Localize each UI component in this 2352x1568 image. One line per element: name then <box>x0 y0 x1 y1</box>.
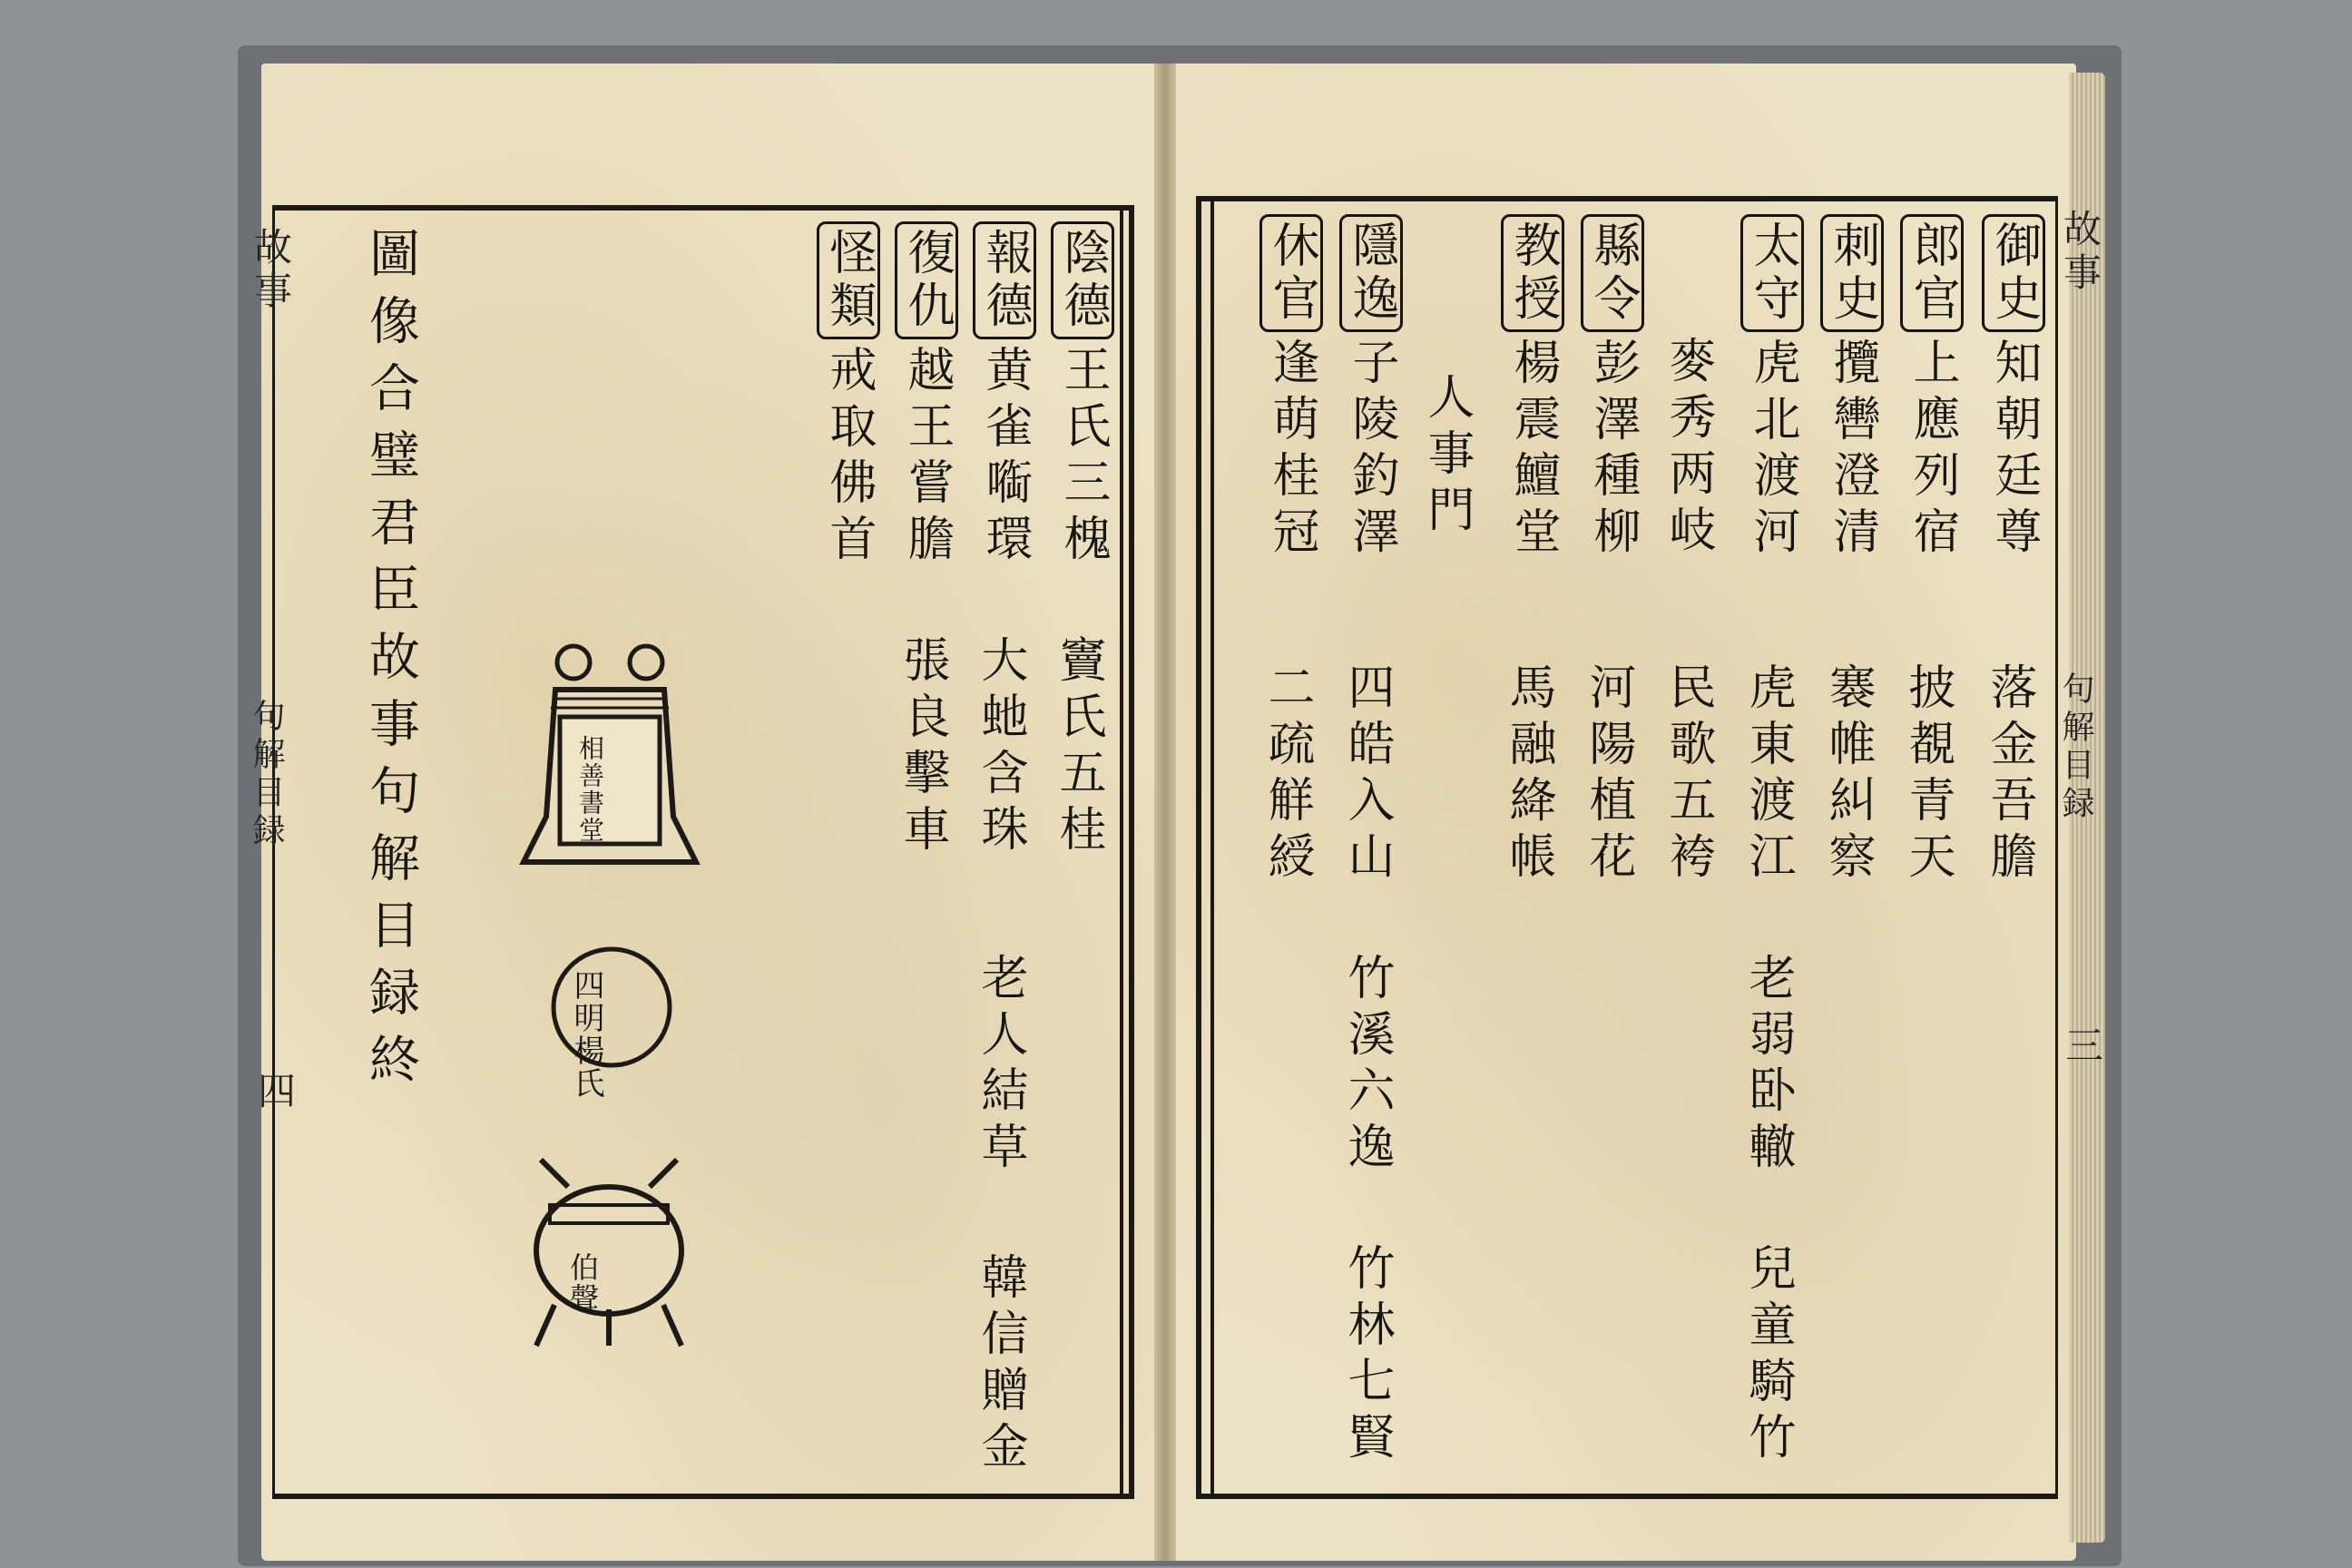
right-margin-title: 故事 <box>2058 209 2102 296</box>
section-heading: 人事門 <box>1419 372 1474 541</box>
right-folio-number: 三 <box>2060 1025 2104 1069</box>
left-margin-title: 故事 <box>249 227 293 314</box>
entry-xianling <box>1581 214 1644 563</box>
entry-langguan-2: 披覩青天 <box>1900 662 1955 887</box>
entry-label: 復仇 <box>895 221 958 339</box>
entry-item: 戒取佛首 <box>821 345 876 570</box>
bell-seal-text: 相善書堂 <box>575 735 605 844</box>
entry-guailei <box>817 221 880 570</box>
entry-baode-3: 老人結草 <box>973 953 1027 1178</box>
entry-yushi-2: 落金吾膽 <box>1982 662 2036 887</box>
left-page-title: 圖像合璧君臣故事句解目録終 <box>361 227 420 1100</box>
entry-baode-2: 大虵含珠 <box>973 635 1027 860</box>
entry-yinde-2: 竇氏五桂 <box>1051 635 1105 860</box>
entry-item: 逢萌桂冠 <box>1264 338 1318 563</box>
entry-label: 太守 <box>1740 214 1804 332</box>
entry-item: 王氏三槐 <box>1055 345 1110 570</box>
entry-yinyi-2: 四皓入山 <box>1339 662 1394 887</box>
entry-label: 怪類 <box>817 221 880 339</box>
entry-taishou-3: 老弱卧轍 <box>1740 953 1795 1178</box>
entry-label: 隱逸 <box>1339 214 1403 332</box>
entry-baode <box>973 221 1036 570</box>
entry-fuchou-2: 張良擊車 <box>895 635 949 860</box>
left-margin-subtitle: 句解目録 <box>248 699 285 851</box>
entry-yushi <box>1982 214 2045 563</box>
entry-yinyi <box>1339 214 1403 563</box>
entry-yinyi-3: 竹溪六逸 <box>1339 953 1394 1178</box>
entry-langguan <box>1900 214 1964 563</box>
entry-item: 上應列宿 <box>1905 338 1959 563</box>
entry-baode-4: 韓信贈金 <box>973 1252 1027 1477</box>
entry-item: 彭澤種柳 <box>1585 338 1640 563</box>
bell-seal <box>519 635 701 880</box>
entry-item: 楊震鱣堂 <box>1505 338 1560 563</box>
entry-xiuguan-2: 二疏觧綬 <box>1259 662 1314 887</box>
entry-item: 子陵釣澤 <box>1344 338 1398 563</box>
entry-fuchou <box>895 221 958 570</box>
entry-label: 教授 <box>1501 214 1564 332</box>
entry-taishou-2: 虎東渡江 <box>1740 662 1795 887</box>
entry-label: 休官 <box>1259 214 1323 332</box>
entry-label: 縣令 <box>1581 214 1644 332</box>
entry-item: 攬轡澄清 <box>1825 338 1879 563</box>
entry-label: 報德 <box>973 221 1036 339</box>
entry-jiaoshou <box>1501 214 1564 563</box>
entry-taishou <box>1740 214 1804 563</box>
entry-item: 知朝廷尊 <box>1986 338 2041 563</box>
entry-item: 越王嘗膽 <box>899 345 954 570</box>
entry-label: 御史 <box>1982 214 2045 332</box>
left-inner-rule <box>1120 205 1123 1499</box>
entry-xiuguan <box>1259 214 1323 563</box>
entry-cishi <box>1820 214 1884 563</box>
entry-item: 虎北渡河 <box>1745 338 1799 563</box>
left-folio-number: 四 <box>252 1071 297 1114</box>
entry-label: 刺史 <box>1820 214 1884 332</box>
right-inner-rule <box>1210 196 1214 1499</box>
entry-jiaoshou-2: 馬融絳帳 <box>1501 662 1555 887</box>
entry-item: 黄雀㗸環 <box>977 345 1032 570</box>
round-seal-text: 四明楊氏 <box>568 969 604 1100</box>
tripod-seal-text: 伯聲 <box>565 1252 600 1314</box>
entry-taishou-6: 民歌五袴 <box>1661 662 1715 887</box>
right-margin-subtitle: 句解目録 <box>2057 671 2094 824</box>
entry-xianling-2: 河陽植花 <box>1581 662 1635 887</box>
entry-yinde <box>1051 221 1114 570</box>
entry-yinyi-4: 竹林七賢 <box>1339 1243 1394 1468</box>
book-gutter <box>1154 64 1176 1561</box>
tripod-seal <box>523 1151 695 1350</box>
entry-cishi-2: 褰帷糾察 <box>1820 662 1875 887</box>
entry-taishou-4: 兒童騎竹 <box>1740 1243 1795 1468</box>
entry-taishou-5: 麥秀两岐 <box>1661 336 1715 561</box>
entry-label: 陰德 <box>1051 221 1114 339</box>
entry-label: 郎官 <box>1900 214 1964 332</box>
